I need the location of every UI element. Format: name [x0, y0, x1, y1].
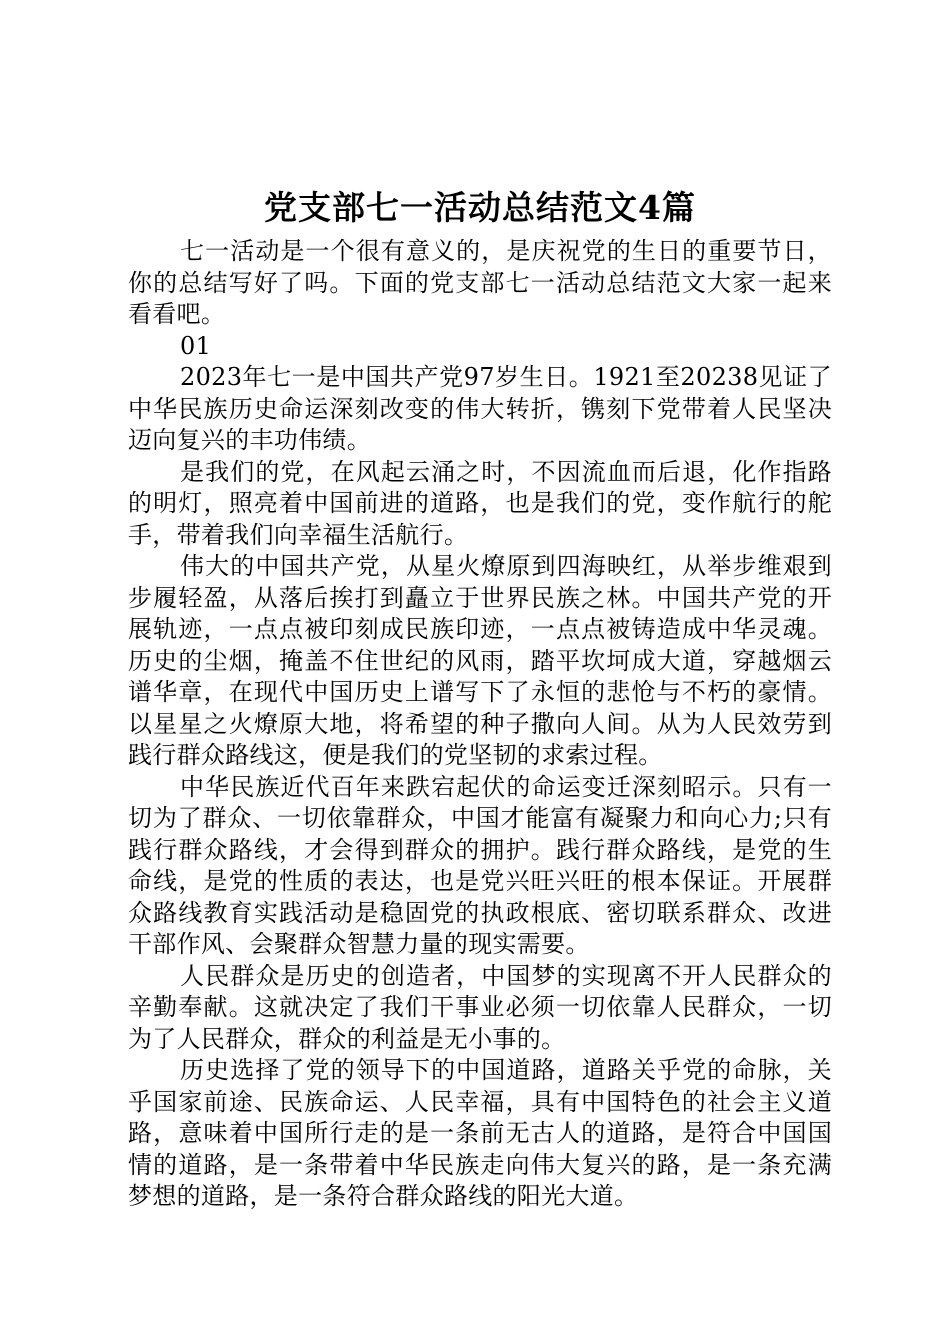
- paragraph: 中华民族近代百年来跌宕起伏的命运变迁深刻昭示。只有一切为了群众、一切依靠群众，中国才能富有凝聚力和向心力;只有践行群众路线，才会得到群众的拥护。践行群众路线，是党的生命线，是党的性质的表达，也是党兴旺兴旺的根本保证。开展群众路线教育实践活动是稳固党的执政根底、密切联系群众、改进干部作风、会聚群众智慧力量的现实需要。: [128, 772, 832, 958]
- paragraph-intro: 七一活动是一个很有意义的，是庆祝党的生日的重要节日，你的总结写好了吗。下面的党支部七一活动总结范文大家一起来看看吧。: [128, 237, 832, 328]
- paragraph: 伟大的中国共产党，从星火燎原到四海映红，从举步维艰到步履轻盈，从落后挨打到矗立于世界民族之林。中国共产党的开展轨迹，一点点被印刻成民族印迹，一点点被铸造成中华灵魂。历史的尘烟，掩盖不住世纪的风雨，踏平坎坷成大道，穿越烟云谱华章，在现代中国历史上谱写下了永恒的悲怆与不朽的豪情。以星星之火燎原大地，将希望的种子撒向人间。从为人民效劳到践行群众路线这，便是我们的党坚韧的求索过程。: [128, 552, 832, 769]
- paragraph: 历史选择了党的领导下的中国道路，道路关乎党的命脉，关乎国家前途、民族命运、人民幸福，具有中国特色的社会主义道路，意味着中国所行走的是一条前无古人的道路，是符合中国国情的道路，是一条带着中华民族走向伟大复兴的路，是一条充满梦想的道路，是一条符合群众路线的阳光大道。: [128, 1056, 832, 1210]
- paragraph: 2023年七一是中国共产党97岁生日。1921至20238见证了中华民族历史命运深刻改变的伟大转折，镌刻下党带着人民坚决迈向复兴的丰功伟绩。: [128, 363, 832, 454]
- document-body: [128, 236, 832, 1213]
- paragraph: 是我们的党，在风起云涌之时，不因流血而后退，化作指路的明灯，照亮着中国前进的道路，也是我们的党，变作航行的舵手，带着我们向幸福生活航行。: [128, 457, 832, 549]
- document-title: 党支部七一活动总结范文4篇: [264, 188, 696, 227]
- paragraph: 人民群众是历史的创造者，中国梦的实现离不开人民群众的辛勤奉献。这就决定了我们干事业必须一切依靠人民群众，一切为了人民群众，群众的利益是无小事的。: [128, 961, 832, 1053]
- section-number: 01: [180, 331, 212, 360]
